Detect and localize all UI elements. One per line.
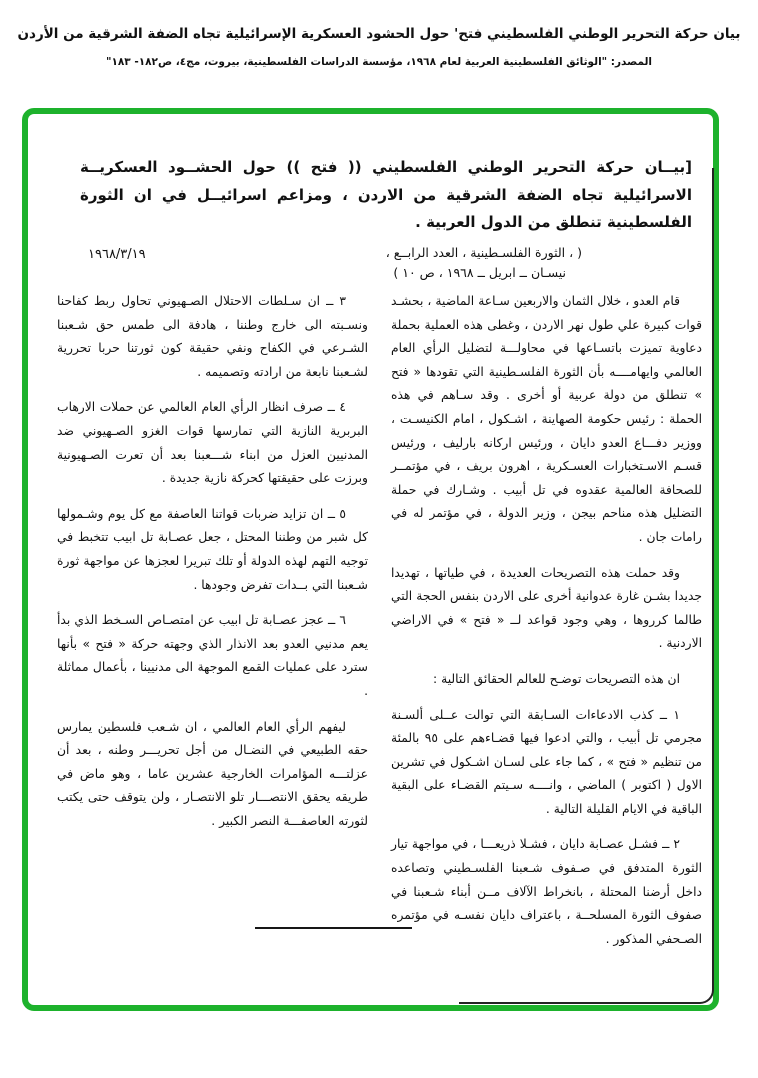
paragraph-threat: وقد حملت هذه التصريحات العديدة ، في طياتها ، تهديدا جديدا بشـن غارة عدوانية أخرى على الاردن بنفس الحجة التي طالما كرروها ، وهي وجود قواعد لــ « فتح » في الاراضي الاردنية .: [391, 565, 702, 651]
paragraph-point-1: ١ ــ كذب الادعاءات السـابقة التي توالت عــلى ألسـنة مجرمي تل أبيب ، والتي ادعوا فيها قضـاءهم على ٩٥ بالمئة من تنظيم « فتح » ، كما جاء على لسـان اشـكول في تشرين الاول ( اكتوبر ) الماضي ، وانــــه سـيتم القضـاء على البقية الباقية في الايام القليلة التالية .: [391, 707, 702, 816]
statement-title: [80, 154, 692, 237]
paragraph-point-6: ٦ ــ عجز عصـابة تل ابيب عن امتصـاص السـخط الذي بدأ يعم مدنيي العدو بعد الانذار الذي وجهته حركة « فتح » بأنها سترد على عمليات القمع الموجهة الى مدنيينا ، بأعمال مماثلة .: [57, 613, 368, 698]
statement-title-line: [بيــان حركة التحرير الوطني الفلسطيني (( فتح )) حول الحشــود العسكريــة: [80, 158, 692, 176]
paragraph-closing: ليفهم الرأي العام العالمي ، ان شـعب فلسطين يمارس حقه الطبيعي في النضـال من أجل تحريـــر وطنه ، بعد أن عزلتـــه المؤامرات الخارجية عشرين عاما ، وهو ماض في طريقه يحقق الانتصـــار تلو الانتصـار ، ولن يتوقف حتى يكتب لثورته العاصفـــة النصر الكبير .: [57, 719, 368, 828]
paragraph-point-3: ٣ ــ ان سـلطات الاحتلال الصـهيوني تحاول ربط كفاحنا ونسـبته الى خارج وطننا ، هادفة الى طمس حق شـعبنا الشـرعي في الكفاح ونفي حقيقة كون ثورتنا حربا تحررية لشـعبنا نابعة من ارادته وتصميمه .: [57, 294, 368, 379]
body-column-left: [57, 290, 368, 845]
paragraph-intro: قام العدو ، خلال الثمان والاربعين سـاعة الماضية ، بحشـد قوات كبيرة علي طول نهر الاردن ، وغطى هذه العملية بحملة دعاوية تميزت باتسـاعها في محاولـــة لتضليل الرأي العام العالمي وايهامــــه بأن الثورة الفلسـطينية التي تقودها « فتح » تنطلق من دولة عربية أو أخرى . وقد سـاهم في هذه الحملة : رئيس حكومة الصهاينة ، اشـكول ، امام الكنيسـت ، ووزير دفـــاع العدو دايان ، ورئيس اركانه بارليف ، ورئيس قسـم الاسـتخبارات العسـكرية ، اهرون بريف ، في مؤتمــر للصحافة العالمية عقدوه في تل أبيب . وشـارك في حملة التضليل هذه مناحم بيجن ، وزير الدولة ، في مؤتمر له في رامات جان .: [391, 294, 702, 544]
body-column-right: [391, 290, 702, 963]
statement-title-line: الاسرائيلية تجاه الضفة الشرقية من الاردن ، ومزاعم اسرائيــل في ان الثورة: [80, 185, 692, 204]
statement-date: ١٩٦٨/٣/١٩: [88, 247, 146, 262]
paragraph-facts-lead: ان هذه التصريحات توضـح للعالم الحقائق التالية :: [433, 671, 680, 686]
paragraph-point-2: ٢ ــ فشـل عصـابة دايان ، فشـلا ذريعـــا ، في مواجهة تيار الثورة المتدفق في صـفوف شـعبنا الفلسـطيني وتصاعده داخل أرضنا المحتلة ، بانخراط الآلاف مــن أبناء شـعبنا في صفوف الثورة المسلحــة ، باعتراف دايان نفسـه في مؤتمره الصـحفي المذكور .: [391, 837, 702, 946]
document-source-citation: المصدر: "الوثائق الفلسطينية العربية لعام ١٩٦٨، مؤسسة الدراسات الفلسطينية، بيروت، مج٤، ص١٨٢- ١٨٣": [105, 56, 653, 68]
document-caption: بيان حركة التحرير الوطني الفلسطيني فتح' حول الحشود العسكرية الإسرائيلية تجاه الضفة الشرقية من الأردن: [17, 26, 741, 42]
publication-reference: [360, 243, 582, 282]
publication-reference-line: ( ، الثورة الفلسـطينية ، العدد الرابــع ،: [385, 245, 582, 260]
end-divider-rule: [255, 927, 412, 929]
statement-title-line: الفلسطينية تنطلق من الدول العربية .: [415, 213, 692, 231]
publication-reference-line: نيسـان ــ ابريل ــ ١٩٦٨ ، ص ١٠ ): [393, 264, 566, 280]
paragraph-point-4: ٤ ــ صرف انظار الرأي العام العالمي عن حملات الارهاب البربرية النازية التي تمارسها قوات الغزو الصـهيوني ضد المدنيين العزل من ابناء شـــعبنا بعد أن تعرت الصـهيونية وبرزت على حقيقتها كحركة نازية جديدة .: [57, 400, 368, 486]
paragraph-point-5: ٥ ــ ان تزايد ضربات قواتنا العاصفة مع كل يوم وشـمولها كل شبر من وطننا المحتل ، جعل عصـابة تل ابيب تتخبط في توجيه التهم لهذه الدولة أو تلك تبريرا لعجزها عن مواجهة ثورة شـعبنا التي بــدات تفرض وجودها .: [57, 506, 368, 592]
